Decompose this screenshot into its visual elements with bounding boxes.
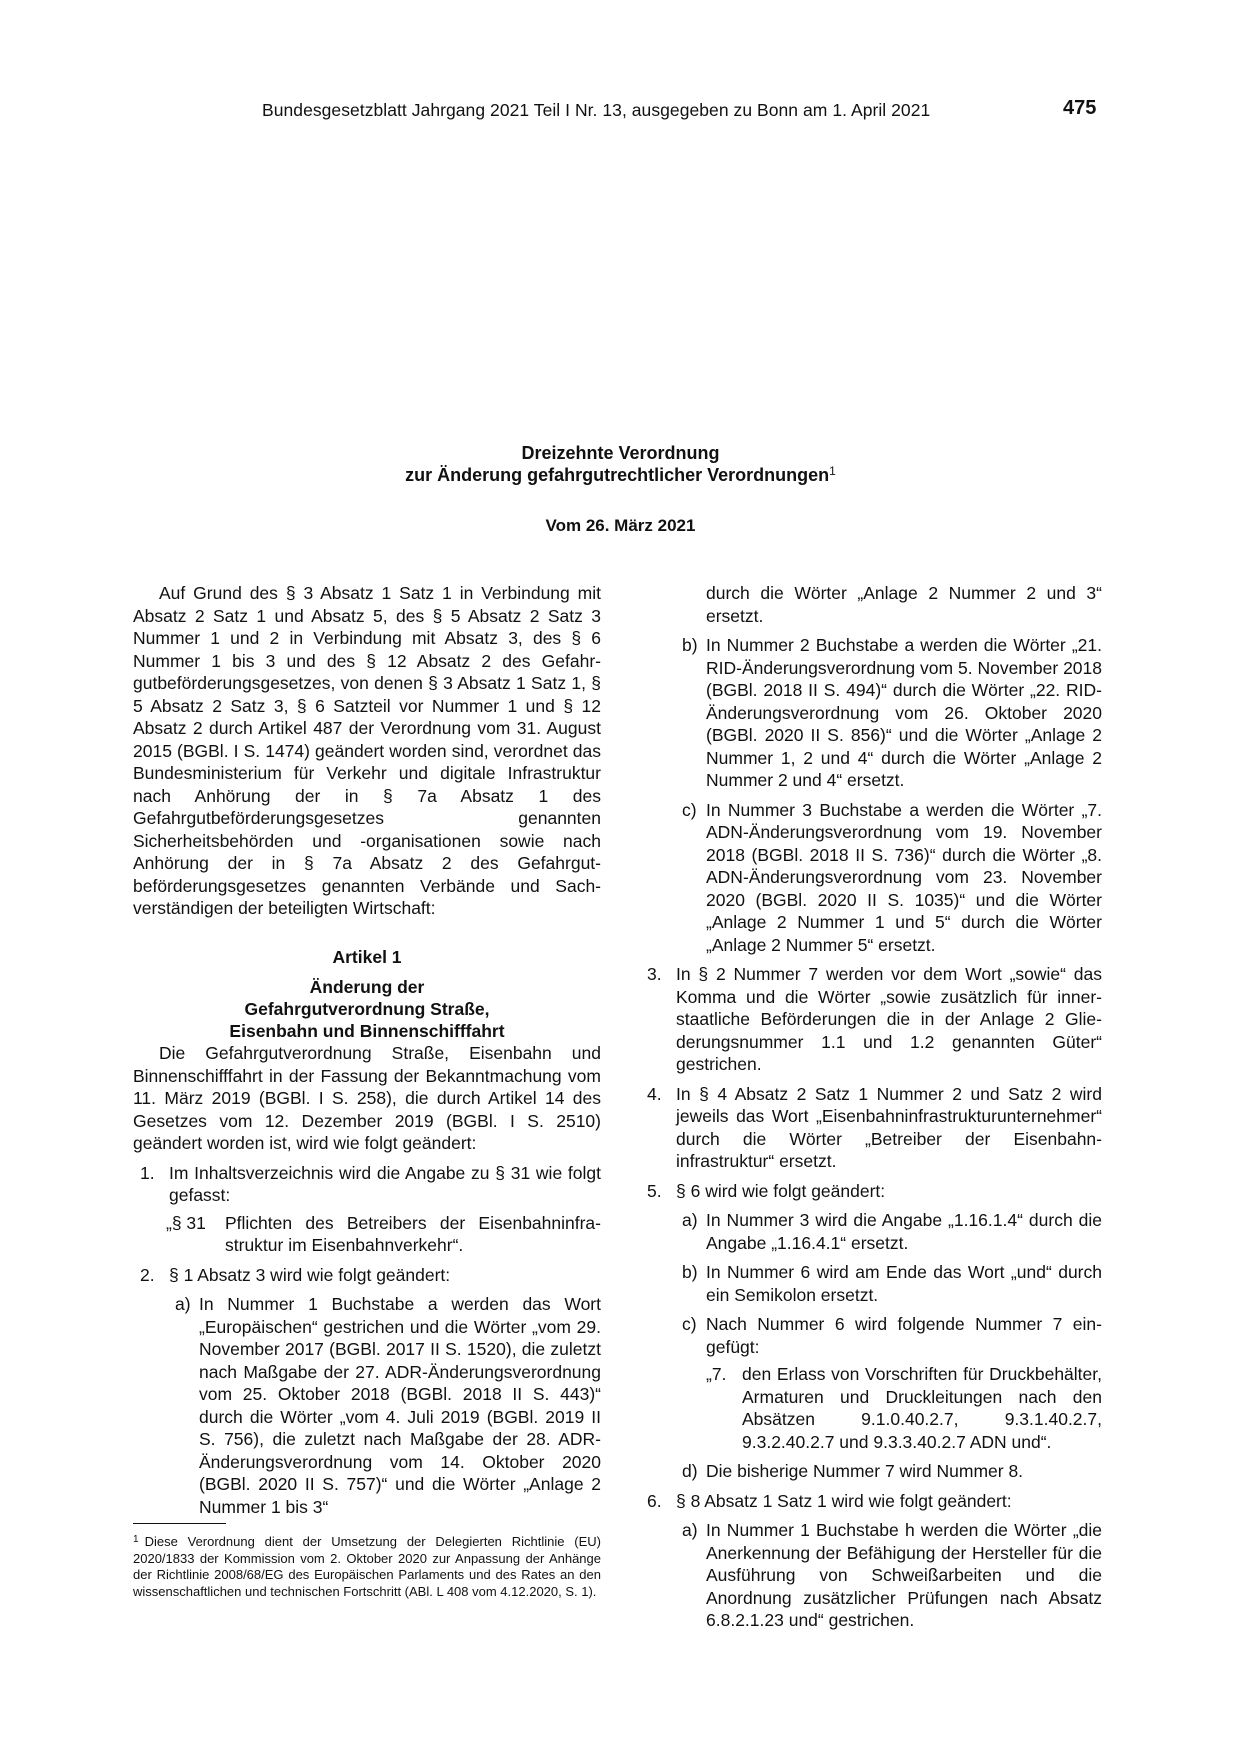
list-item-5c: [640, 1313, 1102, 1358]
preamble: Auf Grund des § 3 Absatz 1 Satz 1 in Verbindung mit Absatz 2 Satz 1 und Absatz 5, des § 5 Absatz 2 Satz 3 Nummer 1 und 2 in Verbindung mit Absatz 3, des § 6 Nummer 1 bis 3 und des § 12 Absatz 2 des Gefahrgutbeförderungsgesetzes, von denen § 3 Absatz 1 Satz 1, § 5 Absatz 2 Satz 3, § 6 Satzteil vor Nummer 1 und § 12 Absatz 2 durch Artikel 487 der Verordnung vom 31. August 2015 (BGBl. I S. 1474) geändert worden sind, verordnet das Bundesministerium für Verkehr und digitale Infrastruktur nach Anhörung der in § 7a Absatz 1 des Gefahrgutbeförderungsgesetzes genannten Sicherheitsbehörden und -organisationen sowie nach Anhörung der in § 7a Absatz 2 des Gefahrgutbeförderungsgesetzes genannten Verbände und Sachverständigen der beteiligten Wirtschaft:: [133, 583, 601, 918]
artikel-heading: Artikel 1: [332, 946, 402, 967]
title-line-2: [0, 464, 1241, 486]
footnote: [133, 1532, 601, 1600]
list-item-5b: [640, 1261, 1102, 1306]
list-item-1-label: 1.: [140, 1162, 155, 1183]
title-block: [0, 442, 1241, 536]
list-item-3: [640, 963, 1102, 1076]
list-item-6-label: 6.: [647, 1490, 662, 1511]
list-item-1-text: Im Inhaltsverzeichnis wird die Angabe zu § 31 wie folgt gefasst:: [169, 1162, 601, 1205]
left-column: [133, 582, 601, 1518]
list-item-2b-text: In Nummer 2 Buchstabe a werden die Wörter „21. RID-Änderungsverordnung vom 5. November 2018 (BGBl. 2018 II S. 494)“ durch die Wörter „22. RID-Änderungsverordnung vom 26. Oktober 2020 (BGBl. 2020 II S. 856)“ und die Wörter „Anlage 2 Nummer 1, 2 und 4“ durch die Wörter „Anlage 2 Nummer 2 und 4“ ersetzt.: [706, 635, 1102, 790]
list-item-6a: [640, 1519, 1102, 1632]
quote-entry-para-31-text: Pflichten des Betreibers der Eisenbahninfrastruktur im Eisenbahnverkehr“.: [225, 1212, 601, 1255]
footnote-divider: [133, 1523, 226, 1524]
list-item-5a-label: a): [682, 1210, 698, 1230]
quote-entry-para-31-label: „§ 31: [166, 1212, 206, 1233]
list-item-5b-label: b): [682, 1262, 698, 1282]
list-item-5c-text: Nach Nummer 6 wird folgende Nummer 7 eingefügt:: [706, 1314, 1102, 1357]
list-item-2-text: § 1 Absatz 3 wird wie folgt geändert:: [169, 1264, 451, 1285]
artikel-subheading-line-1: Änderung der: [309, 977, 425, 997]
running-head: Bundesgesetzblatt Jahrgang 2021 Teil I Nr. 13, ausgegeben zu Bonn am 1. April 2021: [262, 100, 931, 120]
list-item-2a-text: In Nummer 1 Buchstabe a werden das Wort „Europäischen“ gestrichen und die Wörter „vom 29. November 2017 (BGBl. 2017 II S. 1520), die zuletzt nach Maßgabe der 27. ADR-Änderungsverordnung vom 25. Oktober 2018 (BGBl. 2018 II S. 443)“ durch die Wörter „vom 4. Juli 2019 (BGBl. 2019 II S. 756), die zuletzt nach Maßgabe der 28. ADR-Änderungsverordnung vom 14. Oktober 2020 (BGBl. 2020 II S. 757)“ und die Wörter „Anlage 2 Nummer 1 bis 3“: [199, 1294, 601, 1517]
artikel-body: Die Gefahrgutverordnung Straße, Eisenbahn und Binnenschifffahrt in der Fassung der Bekanntmachung vom 11. März 2019 (BGBl. I S. 258), die durch Artikel 14 des Gesetzes vom 12. Dezember 2019 (BGBl. I S. 2510) geändert worden ist, wird wie folgt geändert:: [133, 1043, 601, 1153]
list-item-5c-label: c): [682, 1314, 697, 1334]
right-column: [640, 582, 1102, 1632]
list-item-2a: [133, 1293, 601, 1518]
list-item-5d-text: Die bisherige Nummer 7 wird Nummer 8.: [706, 1461, 1024, 1481]
list-item-6: [640, 1490, 1102, 1513]
list-item-2-label: 2.: [140, 1264, 155, 1285]
list-item-5d: [640, 1460, 1102, 1483]
list-item-5: [640, 1180, 1102, 1203]
list-item-5a: [640, 1209, 1102, 1254]
list-item-1: [133, 1162, 601, 1207]
page-number: 475: [1063, 97, 1097, 119]
list-item-2c-label: c): [682, 799, 697, 820]
list-item-2c-text: In Nummer 3 Buchstabe a werden die Wörter „7. ADN-Änderungsverordnung vom 19. November 2018 (BGBl. 2018 II S. 736)“ durch die Wörter „8. ADN-Änderungsverordnung vom 23. November 2020 (BGBl. 2020 II S. 1035)“ und die Wörter „Anlage 2 Nummer 1 und 5“ durch die Wörter „Anlage 2 Nummer 5“ ersetzt.: [706, 799, 1102, 955]
title-footnote-ref: 1: [829, 464, 836, 478]
list-item-6-text: § 8 Absatz 1 Satz 1 wird wie folgt geändert:: [676, 1490, 1012, 1511]
quote-entry-nummer-7-label: „7.: [706, 1364, 727, 1384]
list-item-3-label: 3.: [647, 964, 662, 984]
list-item-5b-text: In Nummer 6 wird am Ende das Wort „und“ durch ein Semikolon ersetzt.: [706, 1262, 1102, 1305]
list-item-4: [640, 1083, 1102, 1173]
artikel-subheading-line-2: Gefahrgutverordnung Straße,: [244, 999, 490, 1019]
list-item-4-label: 4.: [647, 1083, 662, 1104]
list-item-5-label: 5.: [647, 1180, 662, 1201]
list-item-5d-label: d): [682, 1461, 698, 1481]
quote-entry-para-31: [133, 1212, 601, 1257]
artikel-subheading-line-3: Eisenbahn und Binnenschifffahrt: [229, 1021, 505, 1041]
list-item-2b: [640, 634, 1102, 792]
list-item-2: [133, 1264, 601, 1287]
quote-entry-nummer-7: [640, 1363, 1102, 1453]
list-item-6a-text: In Nummer 1 Buchstabe h werden die Wörter „die Anerkennung der Befähigung der Hersteller für die Ausführung von Schweißarbeiten und die Anordnung zusätzlicher Prüfungen nach Absatz 6.8.2.1.23 und“ gestrichen.: [706, 1520, 1102, 1630]
list-item-5a-text: In Nummer 3 wird die Angabe „1.16.1.4“ durch die Angabe „1.16.4.1“ ersetzt.: [706, 1210, 1102, 1253]
footnote-mark: 1: [133, 1534, 139, 1545]
list-item-2a-continued: durch die Wörter „Anlage 2 Nummer 2 und 3“ ersetzt.: [706, 583, 1102, 626]
list-item-3-text: In § 2 Nummer 7 werden vor dem Wort „sowie“ das Komma und die Wörter „sowie zusätzlich für innerstaatliche Beförderungen die in der Anlage 2 Gliederungsnummer 1.1 und 1.2 genannten Güter“ gestrichen.: [676, 964, 1102, 1074]
footnote-text: Diese Verordnung dient der Umsetzung der Delegierten Richtlinie (EU) 2020/1833 der Kommission vom 2. Oktober 2020 zur Anpassung der Anhänge der Richtlinie 2008/68/EG des Europäischen Parlaments und des Rates an den wissenschaftlichen und technischen Fortschritt (ABl. L 408 vom 4.12.2020, S. 1).: [133, 1534, 601, 1599]
list-item-6a-label: a): [682, 1520, 698, 1540]
quote-entry-nummer-7-text: den Erlass von Vorschriften für Druckbehälter, Armaturen und Druckleitungen nach den Absätzen 9.1.0.40.2.7, 9.3.1.40.2.7, 9.3.2.40.2.7 und 9.3.3.40.2.7 ADN und“.: [742, 1364, 1102, 1452]
list-item-4-text: In § 4 Absatz 2 Satz 1 Nummer 2 und Satz 2 wird jeweils das Wort „Eisenbahninfrastrukturunternehmer“ durch die Wörter „Betreiber der Eisenbahninfrastruktur“ ersetzt.: [676, 1083, 1102, 1171]
list-item-2a-label: a): [175, 1294, 191, 1314]
title-line-1: Dreizehnte Verordnung: [521, 443, 720, 463]
title-line-2-text: zur Änderung gefahrgutrechtlicher Verordnungen: [405, 465, 830, 485]
list-item-5-text: § 6 wird wie folgt geändert:: [676, 1180, 886, 1201]
list-item-2c: [640, 799, 1102, 957]
artikel-subheading: [133, 976, 601, 1042]
list-item-2b-label: b): [682, 635, 698, 655]
title-date: Vom 26. März 2021: [545, 516, 696, 535]
